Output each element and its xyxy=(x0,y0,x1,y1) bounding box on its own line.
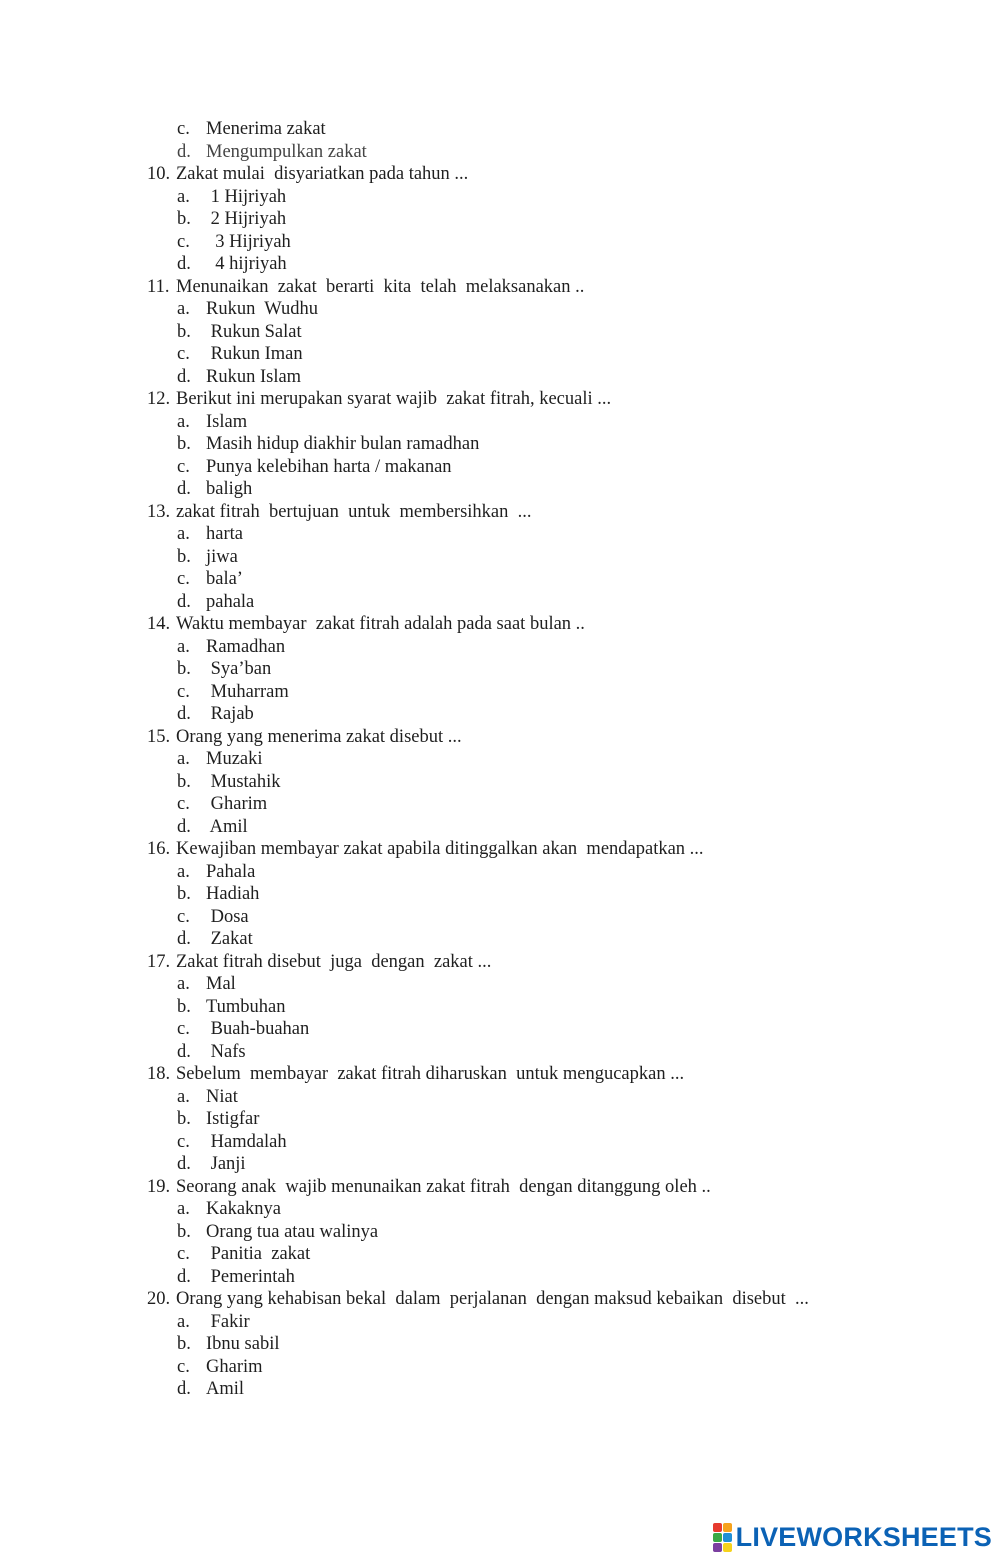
option-letter: d. xyxy=(177,591,191,612)
option-text: Rukun Salat xyxy=(206,321,302,342)
option-text: Muzaki xyxy=(206,749,263,769)
option-letter: c. xyxy=(177,119,190,139)
option-letter: a. xyxy=(177,1086,190,1107)
option-letter: d. xyxy=(177,816,191,837)
option-letter: b. xyxy=(177,434,191,454)
option-text: Punya kelebihan harta / makanan xyxy=(206,456,452,477)
question-number: 17. xyxy=(147,951,171,972)
question-number: 13. xyxy=(147,501,171,522)
option-text: Sya’ban xyxy=(206,659,272,679)
option-letter: d. xyxy=(177,254,191,274)
option-text: Tumbuhan xyxy=(206,996,286,1017)
option-letter: c. xyxy=(177,1244,190,1264)
option-text: Fakir xyxy=(206,1311,250,1332)
option-text: harta xyxy=(206,524,243,544)
option-text: Mal xyxy=(206,974,236,994)
option-letter: c. xyxy=(177,1019,190,1039)
option-letter: d. xyxy=(177,1266,191,1287)
option-letter: a. xyxy=(177,524,190,544)
option-text: Niat xyxy=(206,1086,238,1107)
option-text: Buah-buahan xyxy=(206,1019,310,1039)
question-text: zakat fitrah bertujuan untuk membersihkan ... xyxy=(176,501,532,522)
option-letter: a. xyxy=(177,1311,190,1332)
option-text: Pahala xyxy=(206,861,256,882)
option-letter: b. xyxy=(177,321,191,342)
option-letter: c. xyxy=(177,794,190,814)
question-number: 20. xyxy=(147,1289,171,1309)
option-letter: a. xyxy=(177,861,190,882)
option-text: pahala xyxy=(206,591,255,612)
option-letter: c. xyxy=(177,1356,190,1377)
option-letter: a. xyxy=(177,974,190,994)
option-text: baligh xyxy=(206,479,253,499)
option-text: Hadiah xyxy=(206,884,260,904)
option-letter: a. xyxy=(177,749,190,769)
option-text: jiwa xyxy=(206,546,238,567)
option-text: 2 Hijriyah xyxy=(206,209,287,229)
question-text: Sebelum membayar zakat fitrah diharuskan untuk mengucapkan ... xyxy=(176,1064,685,1084)
option-text: Amil xyxy=(206,816,248,837)
option-text: 3 Hijriyah xyxy=(206,231,291,252)
option-text: 1 Hijriyah xyxy=(206,186,287,207)
option-letter: a. xyxy=(177,1199,190,1219)
option-letter: d. xyxy=(177,141,191,162)
option-letter: d. xyxy=(177,929,191,949)
option-letter: d. xyxy=(177,1041,191,1062)
question-text: Kewajiban membayar zakat apabila ditinggalkan akan mendapatkan ... xyxy=(176,839,704,859)
question-text: Orang yang kehabisan bekal dalam perjalanan dengan maksud kebaikan disebut ... xyxy=(176,1289,809,1309)
option-text: Kakaknya xyxy=(206,1199,281,1219)
option-letter: c. xyxy=(177,681,190,702)
question-text: Seorang anak wajib menunaikan zakat fitrah dengan ditanggung oleh .. xyxy=(176,1176,711,1197)
question-text: Menunaikan zakat berarti kita telah melaksanakan .. xyxy=(176,276,585,297)
option-text: Rukun Wudhu xyxy=(206,299,318,319)
question-number: 12. xyxy=(147,389,171,409)
question-text: Zakat fitrah disebut juga dengan zakat ... xyxy=(176,951,492,972)
option-text: Amil xyxy=(206,1379,245,1399)
option-text: Dosa xyxy=(206,906,249,927)
option-letter: d. xyxy=(177,1154,191,1174)
option-text: Ibnu sabil xyxy=(206,1334,280,1354)
logo-text: LIVEWORKSHEETS xyxy=(735,1521,992,1552)
question-number: 15. xyxy=(147,726,171,747)
question-number: 14. xyxy=(147,614,171,634)
option-letter: a. xyxy=(177,636,190,657)
option-letter: c. xyxy=(177,1131,190,1152)
option-text: 4 hijriyah xyxy=(206,254,287,274)
option-text: Muharram xyxy=(206,681,289,702)
option-letter: b. xyxy=(177,996,191,1017)
question-number: 19. xyxy=(147,1176,171,1197)
option-text: Gharim xyxy=(206,1356,263,1377)
logo-mark-icon xyxy=(713,1523,732,1552)
option-letter: a. xyxy=(177,411,190,432)
option-text: Orang tua atau walinya xyxy=(206,1221,379,1242)
option-letter: b. xyxy=(177,659,191,679)
option-letter: b. xyxy=(177,1334,191,1354)
option-text: Mustahik xyxy=(206,771,281,792)
option-letter: d. xyxy=(177,366,191,387)
option-text: Panitia zakat xyxy=(206,1244,311,1264)
option-text: Gharim xyxy=(206,794,268,814)
question-number: 16. xyxy=(147,839,171,859)
option-letter: d. xyxy=(177,479,191,499)
question-text: Berikut ini merupakan syarat wajib zakat fitrah, kecuali ... xyxy=(176,389,612,409)
option-text: Hamdalah xyxy=(206,1131,287,1152)
option-letter: c. xyxy=(177,569,190,589)
option-text: Rukun Islam xyxy=(206,366,302,387)
question-number: 18. xyxy=(147,1064,171,1084)
option-letter: d. xyxy=(177,704,191,724)
option-letter: a. xyxy=(177,186,190,207)
option-text: bala’ xyxy=(206,569,243,589)
option-letter: c. xyxy=(177,231,190,252)
option-letter: b. xyxy=(177,209,191,229)
option-text: Nafs xyxy=(206,1041,246,1062)
option-text: Mengumpulkan zakat xyxy=(206,141,367,162)
option-text: Janji xyxy=(206,1154,246,1174)
question-number: 10. xyxy=(147,164,171,184)
option-letter: c. xyxy=(177,456,190,477)
question-number: 11. xyxy=(147,276,170,297)
option-letter: b. xyxy=(177,1109,191,1129)
question-text: Orang yang menerima zakat disebut ... xyxy=(176,726,462,747)
option-letter: b. xyxy=(177,771,191,792)
option-text: Menerima zakat xyxy=(206,119,326,139)
option-text: Masih hidup diakhir bulan ramadhan xyxy=(206,434,480,454)
question-text: Waktu membayar zakat fitrah adalah pada saat bulan .. xyxy=(176,614,585,634)
option-text: Ramadhan xyxy=(206,636,286,657)
option-letter: a. xyxy=(177,299,190,319)
option-letter: c. xyxy=(177,906,190,927)
option-letter: b. xyxy=(177,1221,191,1242)
question-text: Zakat mulai disyariatkan pada tahun ... xyxy=(176,164,469,184)
option-text: Zakat xyxy=(206,929,253,949)
option-text: Rajab xyxy=(206,704,254,724)
option-text: Istigfar xyxy=(206,1109,260,1129)
option-letter: b. xyxy=(177,884,191,904)
option-letter: d. xyxy=(177,1379,191,1399)
liveworksheets-logo xyxy=(713,1520,992,1554)
option-letter: b. xyxy=(177,546,191,567)
option-text: Rukun Iman xyxy=(206,344,303,364)
option-letter: c. xyxy=(177,344,190,364)
option-text: Islam xyxy=(206,411,248,432)
option-text: Pemerintah xyxy=(206,1266,295,1287)
